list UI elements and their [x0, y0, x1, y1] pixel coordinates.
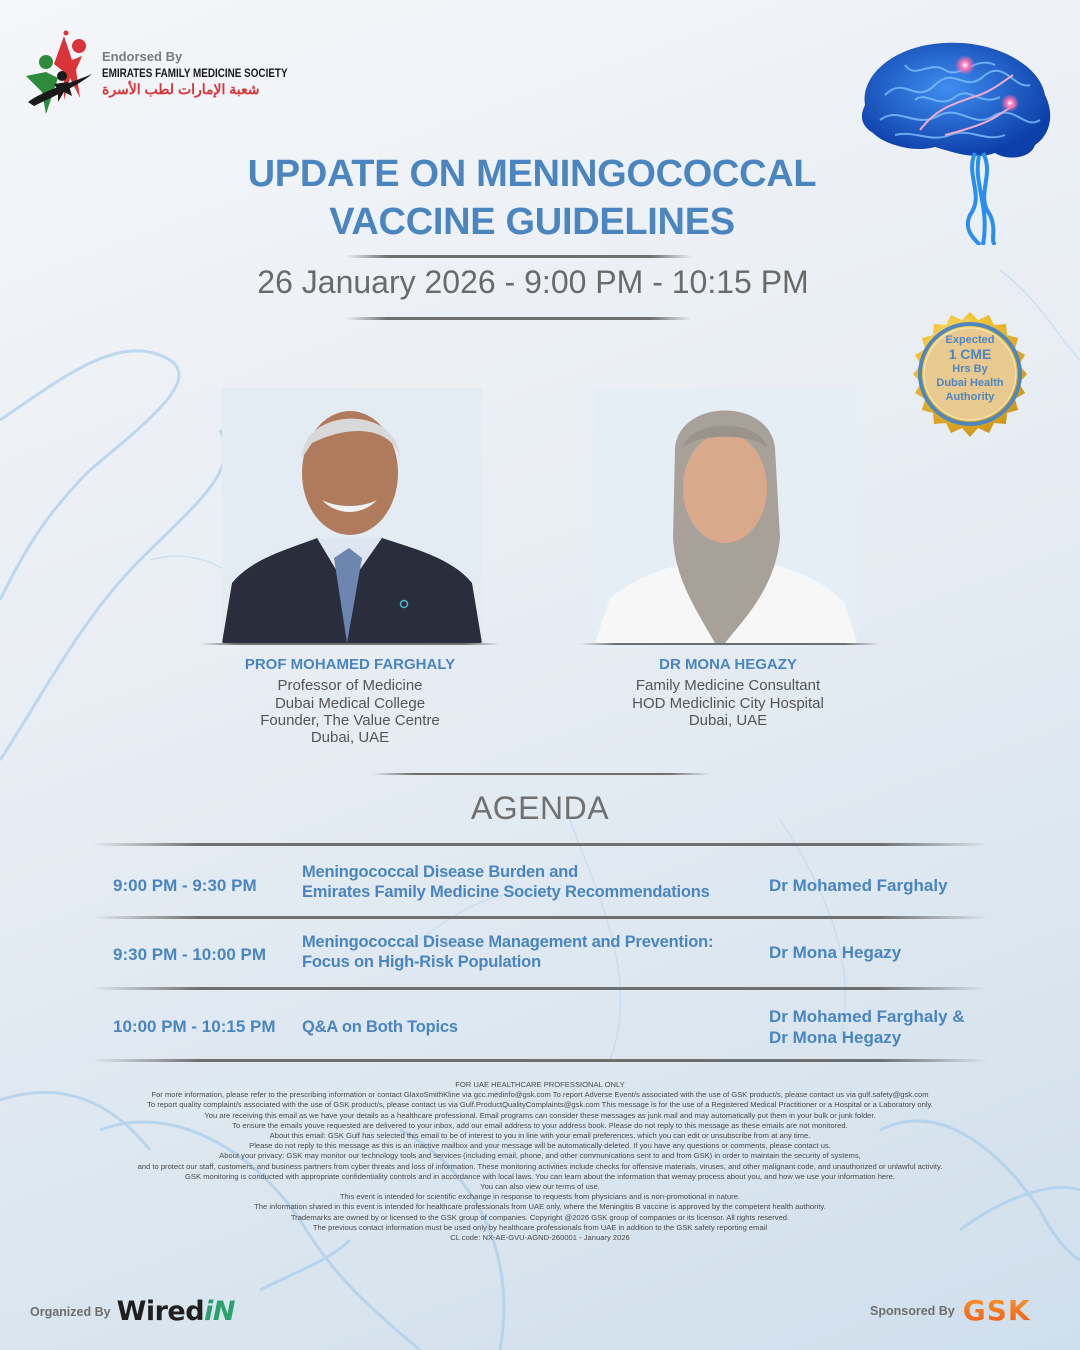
wiredin-logo-main: Wired [116, 1296, 205, 1327]
agenda-speaker: Dr Mohamed Farghaly [769, 876, 948, 895]
divider [346, 255, 692, 258]
agenda-topic [302, 932, 713, 972]
speaker-photo-hegazy [595, 388, 857, 643]
event-title-line-2: VACCINE GUIDELINES [329, 201, 735, 243]
speaker-credential: Dubai, UAE [310, 729, 390, 746]
endorsed-by-label: Endorsed By [102, 48, 183, 64]
agenda-topic [302, 1017, 458, 1037]
agenda-divider [92, 916, 988, 919]
cme-badge-line: Dubai Health [936, 377, 1004, 389]
efms-org-name-arabic: شعبة الإمارات لطب الأسرة [102, 80, 260, 97]
cme-badge-line: Expected [945, 334, 995, 346]
agenda-time: 10:00 PM - 10:15 PM [113, 1017, 276, 1036]
agenda-topic-line: Meningococcal Disease Burden and [302, 863, 579, 881]
speaker-name: PROF MOHAMED FARGHALY [244, 656, 456, 673]
divider [372, 773, 710, 775]
gsk-logo: GSK [962, 1294, 1031, 1327]
agenda-topic-line: Meningococcal Disease Management and Prevention: [302, 933, 714, 951]
efms-org-name: EMIRATES FAMILY MEDICINE SOCIETY [102, 67, 288, 80]
speaker-credential: HOD Mediclinic City Hospital [632, 695, 824, 712]
speaker-name: DR MONA HEGAZY [659, 656, 797, 673]
disclaimer-line: FOR UAE HEALTHCARE PROFESSIONAL ONLY [455, 1080, 625, 1089]
agenda-speaker: Dr Mona Hegazy [769, 943, 902, 962]
disclaimer-line: About your privacy: GSK may monitor our technology tools and services (including email, phone, and other communications sent to and from GSK) in order to maintain the security of systems, [219, 1151, 861, 1161]
event-title [0, 150, 1064, 246]
agenda-row [95, 852, 990, 918]
divider [346, 317, 692, 320]
disclaimer-line: and to protect our staff, customers, and business partners from cyber threats and loss of information. These monitoring activities include checks for offensive materials, viruses, and other malignant code, and unauthorized or unlawful activity. [137, 1161, 943, 1171]
disclaimer-line: You are receiving this email as we have your details as a healthcare professional. Email programs can consider these messages as junk mail and may automatically put them in your bulk or junk folder. [204, 1110, 876, 1120]
disclaimer-line: CL code: NX-AE-GVU-AGND-260001 - January 2026 [450, 1233, 630, 1243]
sponsored-by-label: Sponsored By [870, 1303, 955, 1318]
cme-badge-text [900, 333, 1040, 404]
speaker-credential: Family Medicine Consultant [635, 677, 821, 694]
wiredin-logo [117, 1296, 235, 1327]
wiredin-logo-accent: iN [204, 1296, 235, 1327]
agenda-topic-line: Emirates Family Medicine Society Recommendations [302, 883, 710, 901]
agenda-heading: AGENDA [470, 790, 610, 826]
disclaimer-line: To report quality complaint/s associated with the use of GSK product/s, please contact us via Gulf.ProductQualityComplaints@gsk.com This message is for the use of a Registered Medical Practitioner or a Hospital or a Laboratory only. [147, 1100, 933, 1110]
speaker-credential: Dubai Medical College [274, 695, 426, 712]
organized-by-label: Organized By [30, 1304, 111, 1319]
agenda-topic [302, 862, 710, 902]
agenda-topic-line: Focus on High-Risk Population [302, 953, 541, 971]
agenda-time: 9:30 PM - 10:00 PM [113, 945, 267, 964]
disclaimer-line: To ensure the emails youve requested are delivered to your inbox, add our email address to your address book. Please do not reply to this message as these emails are not monitored. [232, 1120, 848, 1130]
disclaimer-line: The previous contact information must be used only by healthcare professionals from UAE in addition to the GSK safety reporting email [312, 1222, 768, 1232]
disclaimer-line: This event is intended for scientific exchange in response to requests from physicians and is non-promotional in nature. [339, 1192, 741, 1202]
efms-logo-icon [24, 30, 96, 116]
cme-badge-hours: 1 CME [948, 346, 992, 362]
speaker-credential: Dubai, UAE [688, 712, 768, 729]
divider [200, 643, 500, 645]
endorsement-block [24, 30, 318, 116]
speaker-credential: Professor of Medicine [277, 677, 423, 694]
disclaimer-line: GSK monitoring is conducted with appropriate confidentiality controls and in accordance with local laws. You can learn about the information that wemay process about you, and how we use your information here. [185, 1171, 895, 1181]
agenda-divider [92, 843, 988, 846]
speaker-credential: Founder, The Value Centre [260, 712, 440, 729]
disclaimer-line: Trademarks are owned by or licensed to the GSK group of companies. Copyright @2026 GSK group of companies or its licensor. All rights reserved. [290, 1212, 790, 1222]
agenda-row [95, 922, 990, 988]
agenda-speaker [769, 1006, 965, 1048]
agenda-speaker-line: Dr Mohamed Farghaly & [769, 1007, 965, 1026]
disclaimer-line: The information shared in this event is intended for healthcare professionals from UAE only, where the Meningitis B vaccine is approved by the competent health authority. [254, 1202, 826, 1212]
agenda-topic-line: Q&A on Both Topics [302, 1018, 458, 1036]
agenda-speaker-line: Dr Mona Hegazy [769, 1028, 902, 1047]
disclaimer-line: You can also view our terms of use. [480, 1182, 600, 1192]
event-datetime: 26 January 2026 - 9:00 PM - 10:15 PM [257, 264, 809, 300]
agenda-row [95, 995, 990, 1061]
agenda-divider [92, 1059, 988, 1062]
organizer-block [30, 1296, 235, 1327]
cme-badge-line: Authority [945, 391, 995, 403]
sponsor-block [870, 1294, 1031, 1327]
disclaimer-line: About this email: GSK Gulf has selected this email to be of interest to you in line with your email preferences, which you can edit or unsubscribe from at any time. [269, 1131, 811, 1141]
disclaimer-line: For more information, please refer to the prescribing information or contact GlaxoSmithKline via gcc.medinfo@gsk.com To report Adverse Event/s associated with the use of GSK product/s, please contact us via gulf.safety@gsk.com [151, 1090, 929, 1100]
event-title-line-1: UPDATE ON MENINGOCOCCAL [247, 153, 817, 195]
speaker-photo-farghaly [222, 388, 482, 643]
agenda-divider [92, 987, 988, 990]
disclaimer-line: Please do not reply to this message as this is an inactive mailbox and your message will be automatically deleted. If you have any questions or comments, please contact us. [249, 1141, 831, 1151]
agenda-time: 9:00 PM - 9:30 PM [113, 876, 257, 895]
divider [580, 643, 880, 645]
legal-disclaimer [20, 1080, 1060, 1243]
cme-badge-line: Hrs By [952, 363, 988, 375]
